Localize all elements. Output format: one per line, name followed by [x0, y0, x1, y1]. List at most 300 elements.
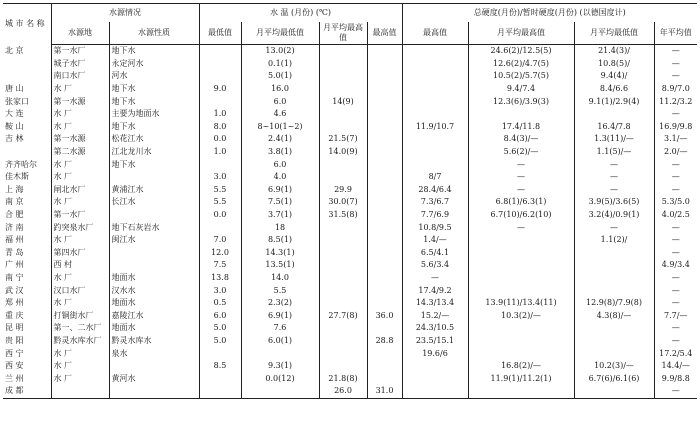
hard-monthly-max-cell [468, 335, 574, 348]
table-row [3, 70, 697, 83]
hard-monthly-max-cell [468, 347, 574, 360]
city-cell: 南 宁 [5, 272, 24, 282]
hard-monthly-max-cell [468, 284, 574, 297]
hard-monthly-max-cell: — [468, 184, 574, 197]
temp-monthly-max-cell [319, 297, 367, 310]
header-hard-annual-avg: 年平均值 [654, 22, 697, 45]
city-cell: 南 京 [5, 197, 24, 207]
hard-max-cell: 15.2/— [402, 309, 468, 322]
source-nature-cell: 主要为地面水 [109, 108, 199, 121]
hard-annual-avg-cell: 16.9/9.8 [654, 121, 697, 134]
hard-max-cell [402, 95, 468, 108]
hard-monthly-max-cell: 24.6(2)/12.5(5) [468, 45, 574, 58]
temp-max-cell: 31.0 [367, 385, 402, 398]
source-place-cell: 水 厂 [51, 121, 109, 134]
temp-monthly-min-cell: 4.6 [241, 108, 319, 121]
hard-annual-avg-cell: 17.2/5.4 [654, 347, 697, 360]
source-nature-cell: 地下石灰岩水 [109, 221, 199, 234]
temp-max-cell [367, 259, 402, 272]
temp-max-cell [367, 360, 402, 373]
hard-monthly-min-cell: 1.3(11)/— [574, 133, 654, 146]
hard-annual-avg-cell: 9.9/8.8 [654, 372, 697, 385]
hard-monthly-max-cell: — [468, 221, 574, 234]
hard-annual-avg-cell: — [654, 272, 697, 285]
temp-monthly-min-cell: 0.1(1) [241, 58, 319, 71]
hard-max-cell: 10.8/9.5 [402, 221, 468, 234]
temp-monthly-max-cell [319, 45, 367, 58]
hard-annual-avg-cell: — [654, 247, 697, 260]
hard-max-cell [402, 146, 468, 159]
hard-monthly-min-cell: — [574, 158, 654, 171]
temp-max-cell [367, 58, 402, 71]
source-place-cell: 第一水源 [51, 133, 109, 146]
hard-monthly-max-cell: 10.3(2)/— [468, 309, 574, 322]
temp-monthly-min-cell [241, 347, 319, 360]
table-row [3, 309, 697, 322]
hard-max-cell: 17.4/9.2 [402, 284, 468, 297]
table-row [3, 58, 697, 71]
hard-monthly-max-cell: — [468, 158, 574, 171]
hard-max-cell: 14.3/13.4 [402, 297, 468, 310]
table-row [3, 272, 697, 285]
hard-max-cell [402, 133, 468, 146]
temp-max-cell [367, 83, 402, 96]
temp-monthly-max-cell [319, 221, 367, 234]
hard-monthly-min-cell [574, 284, 654, 297]
source-nature-cell: 地下水 [109, 83, 199, 96]
temp-monthly-min-cell: 13.5(1) [241, 259, 319, 272]
temp-max-cell [367, 247, 402, 260]
table-body [3, 45, 697, 399]
hard-annual-avg-cell: — [654, 385, 697, 398]
source-place-cell: 第一水厂 [51, 45, 109, 58]
hard-monthly-min-cell [574, 272, 654, 285]
hard-monthly-min-cell: — [574, 184, 654, 197]
hard-max-cell: 5.6/3.4 [402, 259, 468, 272]
source-nature-cell: 地下水 [109, 95, 199, 108]
temp-monthly-min-cell: 6.0 [241, 95, 319, 108]
source-nature-cell [109, 385, 199, 398]
hard-max-cell: 24.3/10.5 [402, 322, 468, 335]
hard-monthly-max-cell [468, 247, 574, 260]
source-place-cell: 水 厂 [51, 360, 109, 373]
hard-monthly-min-cell: 4.3(8)/— [574, 309, 654, 322]
city-cell: 昆 明 [5, 323, 24, 333]
temp-max-cell [367, 133, 402, 146]
temp-min-cell: 7.5 [199, 259, 241, 272]
temp-monthly-max-cell: 30.0(7) [319, 196, 367, 209]
table-row [3, 372, 697, 385]
city-cell: 张家口 [5, 96, 29, 106]
source-nature-cell: 嘉陵江水 [109, 309, 199, 322]
temp-monthly-min-cell: 14.3(1) [241, 247, 319, 260]
source-place-cell: 西 村 [51, 259, 109, 272]
table-row [3, 209, 697, 222]
temp-max-cell [367, 234, 402, 247]
city-cell: 武 汉 [5, 285, 24, 295]
temp-min-cell [199, 221, 241, 234]
city-cell: 唐 山 [5, 84, 24, 94]
table-row [3, 247, 697, 260]
city-cell: 成 都 [3, 385, 51, 398]
source-nature-cell: 地下水 [109, 45, 199, 58]
source-place-cell: 第一、二水厂 [51, 322, 109, 335]
source-nature-cell: 黔灵水库水 [109, 335, 199, 348]
hard-annual-avg-cell: 5.3/5.0 [654, 196, 697, 209]
temp-monthly-max-cell [319, 234, 367, 247]
city-cell [3, 58, 51, 71]
hard-max-cell: 7.7/6.9 [402, 209, 468, 222]
hard-monthly-min-cell: 1.1(2)/ [574, 234, 654, 247]
hard-monthly-max-cell: 6.8(1)/6.3(1) [468, 196, 574, 209]
temp-monthly-max-cell [319, 347, 367, 360]
temp-monthly-max-cell: 31.5(8) [319, 209, 367, 222]
hard-annual-avg-cell: — [654, 70, 697, 83]
header-hard-monthly-min: 月平均最低值 [574, 22, 654, 45]
source-nature-cell: 长江水 [109, 196, 199, 209]
temp-monthly-max-cell [319, 58, 367, 71]
source-nature-cell: 黄浦江水 [109, 184, 199, 197]
hard-annual-avg-cell: 4.0/2.5 [654, 209, 697, 222]
header-source-nature: 水源性质 [109, 22, 199, 45]
hard-max-cell [402, 83, 468, 96]
source-place-cell: 水 厂 [51, 347, 109, 360]
hard-monthly-max-cell: 12.3(6)/3.9(3) [468, 95, 574, 108]
hard-annual-avg-cell: — [654, 158, 697, 171]
hard-annual-avg-cell: — [654, 45, 697, 58]
temp-max-cell [367, 272, 402, 285]
hard-max-cell: 6.5/4.1 [402, 247, 468, 260]
source-place-cell: 汉口水厂 [51, 284, 109, 297]
source-place-cell: 水 厂 [51, 171, 109, 184]
hard-max-cell: — [402, 272, 468, 285]
hard-annual-avg-cell: 14.4/— [654, 360, 697, 373]
table-row [3, 158, 697, 171]
temp-max-cell [367, 45, 402, 58]
temp-max-cell [367, 184, 402, 197]
hard-monthly-min-cell [574, 335, 654, 348]
temp-min-cell: 8.0 [199, 121, 241, 134]
source-place-cell [51, 385, 109, 398]
hard-monthly-max-cell [468, 108, 574, 121]
source-nature-cell: 黄河水 [109, 372, 199, 385]
hard-monthly-min-cell: 8.4/6.6 [574, 83, 654, 96]
city-cell: 鞍 山 [5, 121, 24, 131]
hard-monthly-min-cell [574, 385, 654, 398]
hard-monthly-max-cell: 5.6(2)/— [468, 146, 574, 159]
source-place-cell: 城子水厂 [51, 58, 109, 71]
temp-min-cell: 12.0 [199, 247, 241, 260]
city-cell: 贵 阳 [5, 335, 24, 345]
temp-max-cell [367, 146, 402, 159]
source-nature-cell [109, 259, 199, 272]
hard-monthly-min-cell: 16.4/7.8 [574, 121, 654, 134]
hard-monthly-max-cell: 11.9(1)/11.2(1) [468, 372, 574, 385]
source-place-cell: 趵突泉水厂 [51, 221, 109, 234]
source-nature-cell [109, 360, 199, 373]
source-nature-cell [109, 247, 199, 260]
temp-monthly-min-cell: 2.4(1) [241, 133, 319, 146]
water-quality-table [3, 3, 697, 399]
temp-max-cell [367, 171, 402, 184]
hard-monthly-max-cell [468, 322, 574, 335]
hard-monthly-min-cell: — [574, 171, 654, 184]
temp-monthly-max-cell: 21.8(8) [319, 372, 367, 385]
city-cell: 大 连 [5, 109, 24, 119]
hard-annual-avg-cell: 4.9/3.4 [654, 259, 697, 272]
temp-monthly-min-cell: 9.3(1) [241, 360, 319, 373]
temp-max-cell [367, 322, 402, 335]
temp-monthly-min-cell: 2.3(2) [241, 297, 319, 310]
source-place-cell: 水 厂 [51, 272, 109, 285]
hard-annual-avg-cell: 7.7/— [654, 309, 697, 322]
temp-monthly-max-cell: 29.9 [319, 184, 367, 197]
hard-monthly-min-cell: 9.1(1)/2.9(4) [574, 95, 654, 108]
header-city: 城 市 名 称 [5, 19, 45, 29]
temp-monthly-min-cell: 8~10(1~2) [241, 121, 319, 134]
temp-monthly-max-cell [319, 284, 367, 297]
table-row [3, 146, 697, 159]
source-nature-cell [109, 171, 199, 184]
source-nature-cell: 泉水 [109, 347, 199, 360]
temp-min-cell: 8.5 [199, 360, 241, 373]
table-row [3, 196, 697, 209]
hard-monthly-max-cell: 13.9(11)/13.4(11) [468, 297, 574, 310]
city-cell: 北 京 [5, 46, 24, 56]
source-nature-cell: 地面水 [109, 322, 199, 335]
hard-monthly-min-cell: 1.1(5)/— [574, 146, 654, 159]
source-place-cell: 第四水厂 [51, 247, 109, 260]
hard-monthly-max-cell [468, 259, 574, 272]
temp-monthly-min-cell: 13.0(2) [241, 45, 319, 58]
temp-monthly-max-cell [319, 171, 367, 184]
temp-max-cell [367, 221, 402, 234]
source-place-cell: 第一水源 [51, 95, 109, 108]
city-cell: 兰 州 [5, 373, 24, 383]
city-cell: 福 州 [5, 235, 24, 245]
hard-monthly-min-cell: 3.9(5)/3.6(5) [574, 196, 654, 209]
temp-min-cell: 0.0 [199, 133, 241, 146]
hard-annual-avg-cell: — [654, 335, 697, 348]
hard-annual-avg-cell: — [654, 221, 697, 234]
table-row [3, 121, 697, 134]
source-nature-cell: 汉水水 [109, 284, 199, 297]
source-place-cell: 水 厂 [51, 158, 109, 171]
source-place-cell: 打铜街水厂 [51, 309, 109, 322]
temp-monthly-max-cell: 27.7(8) [319, 309, 367, 322]
header-hard-max: 最高值 [402, 22, 468, 45]
temp-min-cell: 3.0 [199, 171, 241, 184]
temp-min-cell [199, 95, 241, 108]
temp-monthly-max-cell [319, 70, 367, 83]
temp-min-cell: 3.0 [199, 284, 241, 297]
source-nature-cell [109, 209, 199, 222]
hard-monthly-min-cell [574, 247, 654, 260]
temp-monthly-max-cell: 21.5(7) [319, 133, 367, 146]
temp-max-cell [367, 70, 402, 83]
hard-monthly-max-cell [468, 272, 574, 285]
hard-max-cell: 19.6/6 [402, 347, 468, 360]
hard-monthly-min-cell: 6.7(6)/6.1(6) [574, 372, 654, 385]
header-temp-max: 最高值 [367, 22, 402, 45]
temp-min-cell: 5.0 [199, 322, 241, 335]
hard-max-cell [402, 158, 468, 171]
source-place-cell: 水 厂 [51, 234, 109, 247]
table-row [3, 83, 697, 96]
temp-max-cell [367, 372, 402, 385]
city-cell: 重 庆 [5, 310, 24, 320]
hard-max-cell: 7.3/6.7 [402, 196, 468, 209]
temp-monthly-max-cell [319, 272, 367, 285]
hard-max-cell [402, 385, 468, 398]
hard-max-cell: 8/7 [402, 171, 468, 184]
hard-monthly-max-cell: 6.7(10)/6.2(10) [468, 209, 574, 222]
temp-min-cell: 0.0 [199, 209, 241, 222]
temp-monthly-min-cell: 0.0(12) [241, 372, 319, 385]
table-row [3, 45, 697, 58]
city-cell: 郑 州 [5, 298, 24, 308]
temp-max-cell [367, 209, 402, 222]
source-place-cell: 水 厂 [51, 83, 109, 96]
city-cell: 济 南 [5, 222, 24, 232]
table-row [3, 284, 697, 297]
hard-monthly-min-cell: 10.2(3)/— [574, 360, 654, 373]
hard-max-cell: 1.4/— [402, 234, 468, 247]
header-temp-min: 最低值 [199, 22, 241, 45]
temp-max-cell [367, 347, 402, 360]
source-place-cell: 水 厂 [51, 108, 109, 121]
temp-min-cell: 5.0 [199, 335, 241, 348]
source-nature-cell: 松花江水 [109, 133, 199, 146]
temp-monthly-min-cell: 14.0 [241, 272, 319, 285]
temp-monthly-min-cell: 18 [241, 221, 319, 234]
source-place-cell: 水 厂 [51, 196, 109, 209]
source-place-cell: 第一水厂 [51, 209, 109, 222]
header-source-place: 水源地 [51, 22, 109, 45]
temp-monthly-min-cell: 6.0 [241, 158, 319, 171]
source-place-cell: 水 厂 [51, 297, 109, 310]
source-nature-cell: 地下水 [109, 158, 199, 171]
temp-min-cell: 1.0 [199, 146, 241, 159]
temp-max-cell [367, 284, 402, 297]
table-row [3, 133, 697, 146]
temp-monthly-min-cell: 7.5(1) [241, 196, 319, 209]
city-cell: 西 安 [5, 361, 24, 371]
header-hardness-group: 总硬度(月份)/暂时硬度(月份) (以德国度计) [402, 4, 697, 23]
temp-monthly-max-cell [319, 247, 367, 260]
table-row [3, 335, 697, 348]
header-temp-monthly-max: 月平均最高值 [319, 22, 367, 45]
temp-min-cell [199, 58, 241, 71]
source-nature-cell: 地面水 [109, 297, 199, 310]
temp-min-cell [199, 347, 241, 360]
header-source-group: 水源情况 [51, 4, 199, 23]
table-row [3, 322, 697, 335]
header-temp-group: 水 温 (月份) (℃) [199, 4, 402, 23]
temp-max-cell [367, 95, 402, 108]
hard-max-cell: 28.4/6.4 [402, 184, 468, 197]
table-row [3, 347, 697, 360]
table-row [3, 297, 697, 310]
table-row [3, 259, 697, 272]
temp-max-cell [367, 196, 402, 209]
temp-max-cell: 28.8 [367, 335, 402, 348]
hard-monthly-min-cell [574, 108, 654, 121]
source-nature-cell: 地面水 [109, 272, 199, 285]
temp-monthly-min-cell: 6.9(1) [241, 184, 319, 197]
hard-annual-avg-cell: — [654, 108, 697, 121]
temp-min-cell: 0.5 [199, 297, 241, 310]
temp-monthly-min-cell: 3.8(1) [241, 146, 319, 159]
hard-monthly-min-cell: 21.4(3)/ [574, 45, 654, 58]
temp-monthly-min-cell: 5.0(1) [241, 70, 319, 83]
temp-monthly-min-cell: 7.6 [241, 322, 319, 335]
hard-monthly-max-cell: — [468, 171, 574, 184]
hard-max-cell [402, 70, 468, 83]
table-row [3, 221, 697, 234]
hard-monthly-min-cell [574, 347, 654, 360]
city-cell: 齐齐哈尔 [5, 159, 37, 169]
hard-monthly-min-cell: 9.4(4)/ [574, 70, 654, 83]
temp-min-cell: 5.5 [199, 184, 241, 197]
hard-monthly-max-cell: 17.4/11.8 [468, 121, 574, 134]
temp-min-cell: 1.0 [199, 108, 241, 121]
source-nature-cell: 永定河水 [109, 58, 199, 71]
source-place-cell: 第二水源 [51, 146, 109, 159]
hard-monthly-max-cell: 8.4(3)/— [468, 133, 574, 146]
temp-min-cell: 9.0 [199, 83, 241, 96]
table-row [3, 171, 697, 184]
hard-annual-avg-cell: — [654, 58, 697, 71]
hard-monthly-min-cell: 3.2(4)/0.9(1) [574, 209, 654, 222]
temp-monthly-max-cell [319, 259, 367, 272]
table-row [3, 184, 697, 197]
hard-max-cell: 23.5/15.1 [402, 335, 468, 348]
table-row [3, 385, 697, 398]
city-cell: 西 宁 [5, 348, 24, 358]
temp-monthly-min-cell: 5.5 [241, 284, 319, 297]
table-row [3, 108, 697, 121]
hard-monthly-min-cell: 12.9(8)/7.9(8) [574, 297, 654, 310]
temp-min-cell [199, 45, 241, 58]
table-row [3, 360, 697, 373]
source-place-cell: 水 厂 [51, 372, 109, 385]
hard-monthly-min-cell [574, 322, 654, 335]
temp-min-cell: 13.8 [199, 272, 241, 285]
temp-monthly-max-cell [319, 83, 367, 96]
hard-monthly-min-cell: — [574, 221, 654, 234]
source-nature-cell: 河水 [109, 70, 199, 83]
hard-annual-avg-cell: — [654, 322, 697, 335]
hard-monthly-max-cell: 10.5(2)/5.7(5) [468, 70, 574, 83]
temp-monthly-min-cell: 6.0(1) [241, 335, 319, 348]
source-place-cell: 南口水厂 [51, 70, 109, 83]
hard-annual-avg-cell: 3.1/— [654, 133, 697, 146]
hard-monthly-max-cell [468, 234, 574, 247]
source-nature-cell: 地下水 [109, 121, 199, 134]
table-row [3, 234, 697, 247]
table-row [3, 95, 697, 108]
hard-monthly-min-cell [574, 259, 654, 272]
header-hard-monthly-max: 月平均最高值 [468, 22, 574, 45]
temp-max-cell [367, 297, 402, 310]
temp-max-cell: 36.0 [367, 309, 402, 322]
hard-monthly-max-cell: 9.4/7.4 [468, 83, 574, 96]
temp-monthly-max-cell [319, 360, 367, 373]
hard-monthly-min-cell: 10.8(5)/ [574, 58, 654, 71]
hard-max-cell [402, 360, 468, 373]
city-cell [3, 146, 51, 159]
